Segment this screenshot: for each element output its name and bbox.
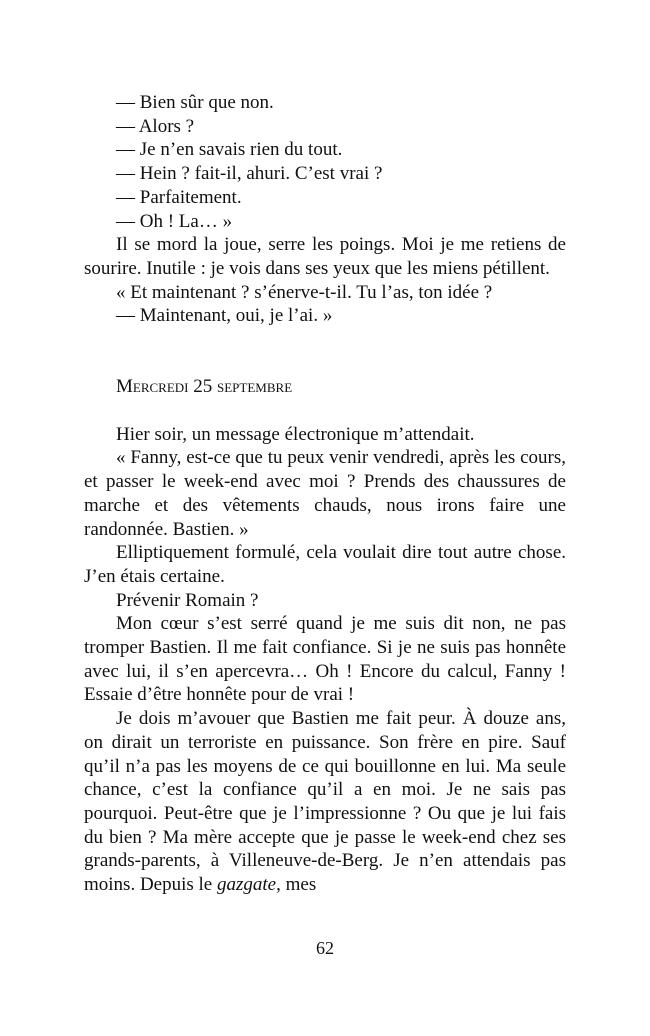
dialogue-section [84, 91, 566, 328]
dialogue-line: — Alors ? [116, 115, 195, 137]
chapter-heading: Mercredi 25 septembre [116, 376, 293, 398]
dialogue-line: — Maintenant, oui, je l’ai. » [116, 305, 333, 327]
page-number: 62 [316, 938, 334, 958]
paragraph [84, 707, 566, 897]
chapter-heading-block [84, 375, 566, 399]
dialogue-line: — Hein ? fait-il, ahuri. C’est vrai ? [116, 163, 383, 185]
italic-word: gazgate [217, 874, 277, 896]
dialogue-line: — Bien sûr que non. [116, 92, 274, 113]
dialogue-line: « Et maintenant ? s’énerve-t-il. Tu l’as, ton idée ? [116, 281, 493, 303]
paragraph: « Fanny, est-ce que tu peux venir vendredi, après les cours, et passer le week-end avec moi ? Prends des chaussures de marche et des vêtements chauds, nous irons faire une randonnée. Bastien. » [84, 447, 566, 540]
dialogue-line: — Parfaitement. [116, 186, 242, 208]
paragraph-text: Je dois m’avouer que Bastien me fait peur. À douze ans, on dirait un terroriste en puissance. Son frère en pire. Sauf qu’il n’a pas les moyens de ce qui bouillonne en lui. Ma seule chance, c’est la confiance qu’il a en moi. Je ne sais pas pourquoi. Peut-être que je l’impressionne ? Ou que je lui fais du bien ? Ma mère accepte que je passe le week-end chez ses grands-parents, à Villeneuve-de-Berg. Je n’en attendais pas moins. Depuis le [84, 708, 566, 896]
narration-paragraph: Il se mord la joue, serre les poings. Moi je me retiens de sourire. Inutile : je vois dans ses yeux que les miens pétillent. [84, 234, 566, 279]
dialogue-line: — Oh ! La… » [116, 210, 233, 232]
book-page [84, 91, 566, 897]
paragraph: Elliptiquement formulé, cela voulait dire tout autre chose. J’en étais certaine. [84, 542, 566, 587]
paragraph: Mon cœur s’est serré quand je me suis dit non, ne pas tromper Bastien. Il me fait confiance. Si je ne suis pas honnête avec lui, il s’en apercevra… Oh ! Encore du calcul, Fanny ! Essaie d’être honnête pour de vrai ! [84, 613, 566, 706]
paragraph-text: , mes [276, 874, 317, 896]
narration-section [84, 423, 566, 897]
paragraph: Hier soir, un message électronique m’attendait. [116, 423, 475, 445]
paragraph: Prévenir Romain ? [116, 589, 259, 611]
dialogue-line: — Je n’en savais rien du tout. [116, 139, 343, 161]
